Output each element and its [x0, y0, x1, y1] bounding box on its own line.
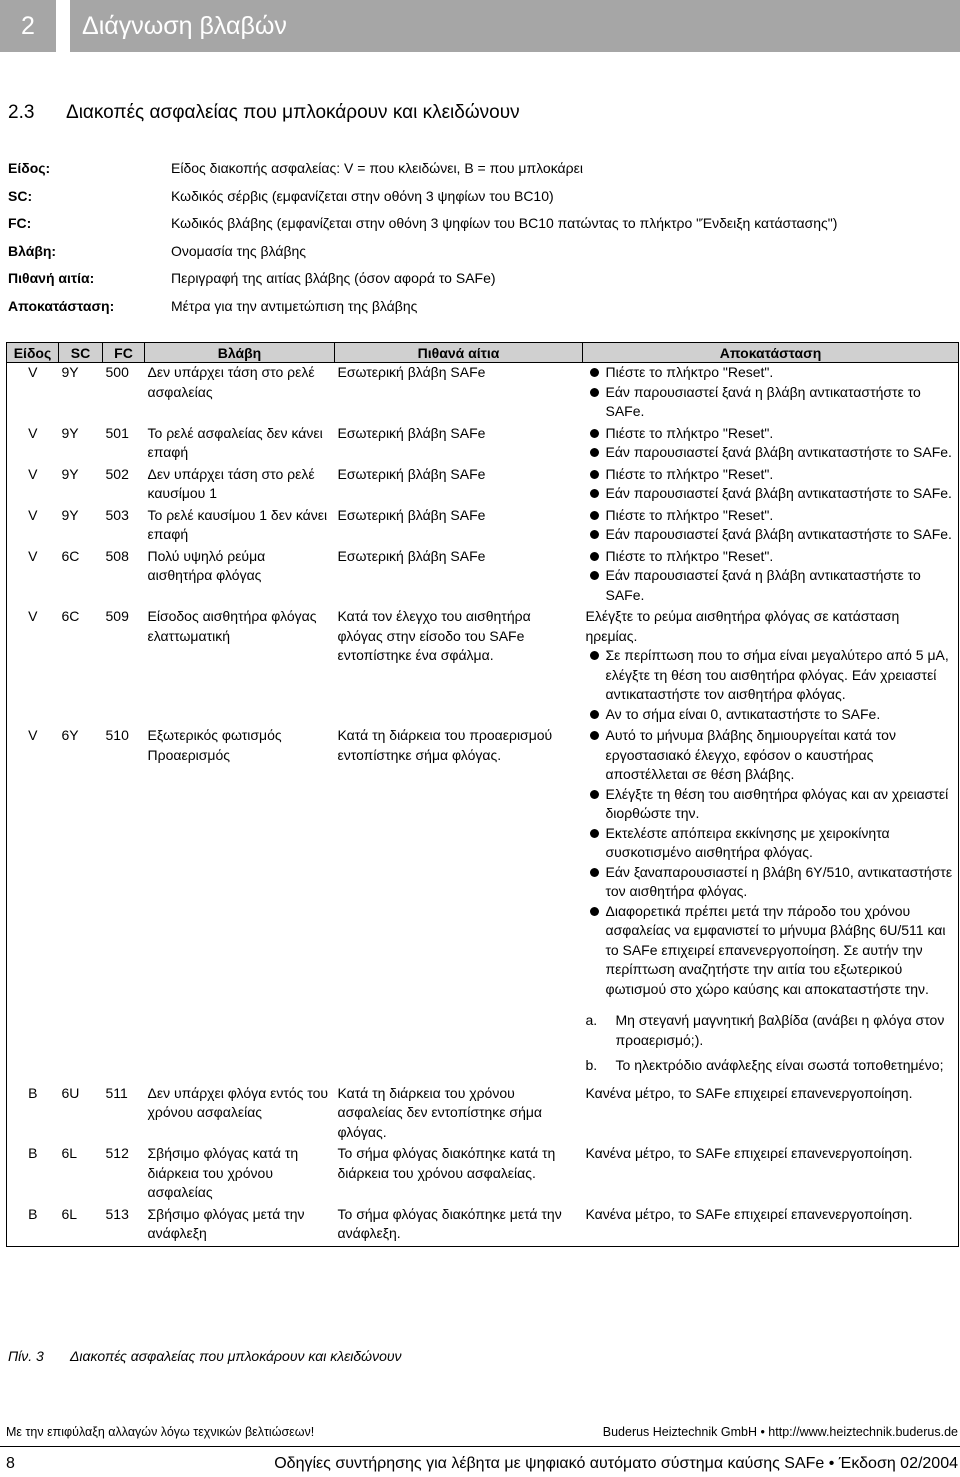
fix-bullet: Πιέστε το πλήκτρο "Reset".: [586, 465, 956, 485]
table-header-row: [7, 343, 959, 363]
cell-fault: Δεν υπάρχει φλόγα εντός του χρόνου ασφαλείας: [147, 1084, 329, 1120]
cell-fault: Σβήσιμο φλόγας κατά τη διάρκεια του χρόνου ασφαλείας: [147, 1145, 299, 1200]
legend-row: [8, 298, 948, 326]
cell-cause: Εσωτερική βλάβη SAFe: [337, 364, 486, 380]
fix-bullet: Πιέστε το πλήκτρο "Reset".: [586, 547, 956, 567]
fix-bullet: Εάν παρουσιαστεί ξανά η βλάβη αντικαταστήστε το SAFe.: [586, 383, 956, 422]
cell-type: B: [28, 1205, 38, 1222]
legend-row: [8, 270, 948, 298]
legend-list: [8, 160, 948, 325]
cell-cause: Εσωτερική βλάβη SAFe: [337, 547, 486, 564]
cell-cause: Το σήμα φλόγας διακόπηκε κατά τη διάρκεια του χρόνου ασφαλείας.: [337, 1145, 556, 1181]
cell-fix: [583, 1144, 959, 1205]
fix-text: Ελέγξτε το ρεύμα αισθητήρα φλόγας σε κατάσταση ηρεμίας.: [585, 608, 900, 644]
fix-bullet: Εάν παρουσιαστεί ξανά βλάβη αντικαταστήστε το SAFe.: [586, 484, 956, 504]
fix-bullet: Εάν παρουσιαστεί ξανά η βλάβη αντικαταστήστε το SAFe.: [586, 566, 956, 605]
cell-sc: 6C: [61, 547, 80, 564]
cell-fault: Σβήσιμο φλόγας μετά την ανάφλεξη: [147, 1205, 305, 1241]
cell-fc: 512: [105, 1145, 129, 1161]
cell-fc: 500: [105, 364, 129, 380]
cell-fault: Το ρελέ καυσίμου 1 δεν κάνει επαφή: [147, 506, 328, 542]
col-header-sc: SC: [59, 343, 103, 363]
fix-text: Κανένα μέτρο, το SAFe επιχειρεί επανενεργοποίηση.: [585, 1205, 913, 1222]
col-header-cause: Πιθανά αίτια: [335, 343, 583, 363]
cell-type: V: [28, 608, 38, 624]
legend-key: Βλάβη:: [8, 242, 57, 259]
footer-bar: [6, 1455, 958, 1473]
cell-sc: 9Y: [61, 506, 79, 523]
fix-bullet-list: [586, 465, 956, 504]
table-row: [7, 1144, 959, 1205]
cell-fc: 501: [105, 424, 129, 441]
fix-bullet: Αυτό το μήνυμα βλάβης δημιουργείται κατά τον εργοστασιακό έλεγχο, εφόσον ο καυστήρας αποστέλλεται σε θέση βλάβης.: [586, 726, 956, 785]
legend-key: FC:: [8, 215, 32, 231]
fix-alpha-list: [586, 1011, 956, 1076]
fix-bullet-list: [586, 363, 956, 422]
fix-bullet-list: [586, 726, 956, 999]
fix-alpha-marker: a.: [585, 1012, 598, 1028]
cell-type: V: [28, 506, 38, 523]
legend-key: Πιθανή αιτία:: [8, 270, 95, 286]
page-number: 8: [6, 1455, 15, 1472]
legend-value: Είδος διακοπής ασφαλείας: V = που κλειδώνει, B = που μπλοκάρει: [171, 160, 583, 176]
cell-cause: Εσωτερική βλάβη SAFe: [337, 465, 486, 482]
table-row: [7, 506, 959, 547]
cell-fault: Δεν υπάρχει τάση στο ρελέ ασφαλείας: [147, 364, 315, 400]
fix-bullet: Εάν παρουσιαστεί ξανά βλάβη αντικαταστήστε το SAFe.: [586, 525, 956, 545]
cell-fix: [583, 363, 959, 424]
col-header-type: Είδος: [7, 343, 59, 363]
table-row: [7, 607, 959, 726]
cell-fix: [583, 1205, 959, 1247]
cell-fix: [583, 424, 959, 465]
legend-row: [8, 160, 948, 188]
cell-cause: Κατά τη διάρκεια του χρόνου ασφαλείας δεν εντοπίστηκε σήμα φλόγας.: [337, 1084, 543, 1140]
table-row: [7, 726, 959, 1084]
cell-fc: 503: [105, 506, 129, 523]
fault-table: [6, 342, 959, 1247]
caption-label: Πίν. 3: [8, 1348, 44, 1364]
fix-bullet-list: [586, 506, 956, 545]
cell-type: V: [28, 547, 38, 564]
cell-fix: [583, 506, 959, 547]
col-header-fix: Αποκατάσταση: [583, 343, 959, 363]
cell-sc: 6L: [61, 1205, 78, 1222]
footer-right-note: Buderus Heiztechnik GmbH • http://www.heiztechnik.buderus.de: [602, 1425, 958, 1439]
col-header-fc: FC: [103, 343, 145, 363]
fix-bullet: Πιέστε το πλήκτρο "Reset".: [586, 424, 956, 444]
cell-fix: [583, 465, 959, 506]
fix-bullet: Αν το σήμα είναι 0, αντικαταστήστε το SAFe.: [586, 705, 956, 725]
fix-bullet: Διαφορετικά πρέπει μετά την πάροδο του χρόνου ασφαλείας να εμφανιστεί το μήνυμα βλάβης 6U/511 και το SAFe επιχειρεί επανενεργοποίηση. Σε αυτήν την περίπτωση αναζητήστε την αιτία του εξωτερικού φωτισμού στο χώρο καύσης και αποκαταστήστε την.: [586, 902, 956, 1000]
cell-fc: 509: [105, 608, 129, 624]
cell-fc: 511: [105, 1084, 128, 1101]
legend-key: Αποκατάσταση:: [8, 297, 115, 314]
cell-sc: 6L: [61, 1145, 78, 1161]
col-header-fault: Βλάβη: [145, 343, 335, 363]
chapter-number: 2: [0, 0, 56, 52]
section-title: [8, 102, 520, 124]
footer-notes: [6, 1425, 958, 1439]
cell-fc: 510: [105, 727, 129, 743]
legend-key: SC:: [8, 187, 33, 204]
cell-fix: [583, 726, 959, 1084]
cell-type: V: [28, 465, 38, 482]
cell-fault: Δεν υπάρχει τάση στο ρελέ καυσίμου 1: [147, 465, 315, 501]
cell-fault: Πολύ υψηλό ρεύμα αισθητήρα φλόγας: [147, 547, 266, 583]
fix-alpha-text: Μη στεγανή μαγνητική βαλβίδα (ανάβει η φλόγα στον προαερισμό;).: [615, 1012, 945, 1048]
legend-row: [8, 243, 948, 271]
fix-bullet: Σε περίπτωση που το σήμα είναι μεγαλύτερο από 5 μA, ελέγξτε τη θέση του αισθητήρα φλόγας. Εάν χρειαστεί αντικαταστήστε τον αισθητήρα φλόγας.: [586, 646, 956, 705]
cell-type: V: [28, 424, 38, 441]
fix-bullet: Πιέστε το πλήκτρο "Reset".: [586, 506, 956, 526]
cell-fc: 502: [105, 465, 129, 482]
cell-fault: Το ρελέ ασφαλείας δεν κάνει επαφή: [147, 424, 323, 460]
table-row: [7, 547, 959, 608]
cell-cause: Κατά τη διάρκεια του προαερισμού εντοπίστηκε σήμα φλόγας.: [337, 727, 553, 763]
legend-value: Μέτρα για την αντιμετώπιση της βλάβης: [171, 297, 418, 314]
cell-sc: 9Y: [61, 465, 79, 482]
fix-bullet: Ελέγξτε τη θέση του αισθητήρα φλόγας και αν χρειαστεί διορθώστε την.: [586, 785, 956, 824]
cell-sc: 6U: [61, 1084, 80, 1101]
legend-value: Περιγραφή της αιτίας βλάβης (όσον αφορά το SAFe): [171, 270, 496, 286]
cell-sc: 9Y: [61, 364, 79, 380]
cell-fc: 508: [105, 547, 129, 564]
fix-bullet: Πιέστε το πλήκτρο "Reset".: [586, 363, 956, 383]
table-row: [7, 1084, 959, 1145]
fix-text: Κανένα μέτρο, το SAFe επιχειρεί επανενεργοποίηση.: [585, 1084, 913, 1101]
table-row: [7, 424, 959, 465]
legend-row: [8, 215, 948, 243]
legend-value: Κωδικός σέρβις (εμφανίζεται στην οθόνη 3 ψηφίων του BC10): [171, 187, 554, 204]
fix-alpha-item: [586, 1011, 956, 1050]
cell-fix: [583, 1084, 959, 1145]
table-row: [7, 1205, 959, 1247]
caption-text: Διακοπές ασφαλείας που μπλοκάρουν και κλειδώνουν: [70, 1348, 402, 1364]
footer-divider: [0, 1446, 960, 1447]
fix-bullet: Εκτελέστε απόπειρα εκκίνησης με χειροκίνητα συσκοτισμένο αισθητήρα φλόγας.: [586, 824, 956, 863]
cell-cause: Το σήμα φλόγας διακόπηκε μετά την ανάφλεξη.: [337, 1205, 562, 1241]
cell-type: V: [28, 364, 38, 380]
cell-cause: Κατά τον έλεγχο του αισθητήρα φλόγας στην είσοδο του SAFe εντοπίστηκε ένα σφάλμα.: [337, 608, 531, 663]
footer-left-note: Με την επιφύλαξη αλλαγών λόγω τεχνικών βελτιώσεων!: [6, 1425, 315, 1439]
table-row: [7, 363, 959, 424]
fix-bullet: Εάν ξαναπαρουσιαστεί η βλάβη 6Y/510, αντικαταστήστε τον αισθητήρα φλόγας.: [586, 863, 956, 902]
section-number: 2.3: [8, 102, 35, 123]
fix-bullet-list: [586, 424, 956, 463]
table-caption: [8, 1348, 402, 1364]
table-body: [7, 363, 959, 1247]
legend-row: [8, 188, 948, 216]
legend-value: Ονομασία της βλάβης: [171, 242, 307, 259]
legend-value: Κωδικός βλάβης (εμφανίζεται στην οθόνη 3 ψηφίων του BC10 πατώντας το πλήκτρο "Ένδειξη κατάστασης"): [171, 215, 838, 231]
fix-bullet-list: [586, 547, 956, 606]
fix-bullet: Εάν παρουσιαστεί ξανά βλάβη αντικαταστήστε το SAFe.: [586, 443, 956, 463]
cell-cause: Εσωτερική βλάβη SAFe: [337, 506, 486, 523]
fix-alpha-text: Το ηλεκτρόδιο ανάφλεξης είναι σωστά τοποθετημένο;: [615, 1057, 944, 1073]
cell-fc: 513: [105, 1205, 129, 1222]
cell-sc: 6C: [61, 608, 80, 624]
cell-fix: [583, 607, 959, 726]
cell-fix: [583, 547, 959, 608]
section-title-text: Διακοπές ασφαλείας που μπλοκάρουν και κλειδώνουν: [66, 102, 520, 123]
fix-alpha-marker: b.: [585, 1057, 598, 1073]
chapter-title: Διάγνωση βλαβών: [70, 0, 960, 52]
cell-fault: Είσοδος αισθητήρα φλόγας ελαττωματική: [147, 608, 317, 644]
cell-fault: Εξωτερικός φωτισμός Προαερισμός: [147, 727, 282, 763]
cell-sc: 9Y: [61, 424, 79, 441]
cell-sc: 6Y: [61, 727, 79, 743]
cell-type: V: [28, 727, 38, 743]
table-row: [7, 465, 959, 506]
fix-bullet-list: [586, 646, 956, 724]
fix-alpha-item: [586, 1056, 956, 1076]
legend-key: Είδος:: [8, 160, 51, 176]
cell-type: B: [28, 1145, 38, 1161]
cell-cause: Εσωτερική βλάβη SAFe: [337, 424, 486, 441]
fix-text: Κανένα μέτρο, το SAFe επιχειρεί επανενεργοποίηση.: [585, 1145, 913, 1161]
document-title: Οδηγίες συντήρησης για λέβητα με ψηφιακό αυτόματο σύστημα καύσης SAFe • Έκδοση 02/2004: [274, 1455, 958, 1472]
cell-type: B: [28, 1084, 38, 1101]
